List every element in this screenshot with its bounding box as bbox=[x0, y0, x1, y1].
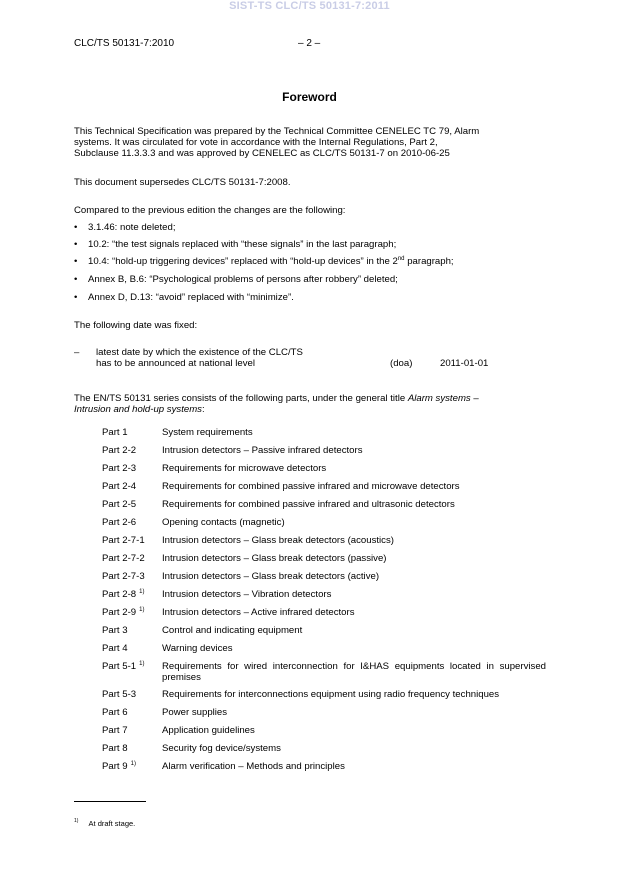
part-number-text: Part 5-3 bbox=[102, 689, 137, 700]
ordinal-superscript: nd bbox=[397, 255, 405, 262]
part-title: Intrusion detectors – Glass break detectors (active) bbox=[162, 571, 380, 582]
page-title: Foreword bbox=[282, 90, 337, 104]
part-number bbox=[102, 625, 128, 636]
series-colon: : bbox=[201, 404, 205, 415]
watermark: SIST-TS CLC/TS 50131-7:2011 bbox=[229, 0, 390, 12]
series-paragraph bbox=[74, 393, 546, 415]
date-line-2: has to be announced at national level bbox=[96, 358, 255, 369]
part-title: Requirements for wired interconnection for I&HAS equipments located in supervised premises bbox=[162, 661, 546, 683]
bullet-icon: • bbox=[74, 274, 78, 285]
part-number bbox=[102, 743, 128, 754]
part-number-text: Part 2-7-3 bbox=[102, 571, 145, 582]
change-text: 10.2: “the test signals replaced with “these signals” in the last paragraph; bbox=[88, 239, 397, 250]
part-title: Alarm verification – Methods and principles bbox=[162, 761, 345, 772]
part-number-text: Part 7 bbox=[102, 725, 128, 736]
part-title: Control and indicating equipment bbox=[162, 625, 303, 636]
part-number bbox=[102, 661, 144, 672]
part-title: Opening contacts (magnetic) bbox=[162, 517, 285, 528]
part-number bbox=[102, 517, 136, 528]
part-number-text: Part 1 bbox=[102, 427, 128, 438]
part-number bbox=[102, 643, 128, 654]
change-text: Annex D, D.13: “avoid” replaced with “minimize”. bbox=[88, 292, 294, 303]
header-doc-id: CLC/TS 50131-7:2010 bbox=[74, 38, 175, 49]
part-number bbox=[102, 499, 136, 510]
bullet-icon: • bbox=[74, 256, 78, 267]
part-title: Application guidelines bbox=[162, 725, 255, 736]
footnote-reference: 1) bbox=[139, 660, 145, 667]
part-number-text: Part 2-8 bbox=[102, 589, 137, 600]
part-number bbox=[102, 707, 128, 718]
intro-line-3: Subclause 11.3.3.3 and was approved by CENELEC as CLC/TS 50131-7 on 2010-06-25 bbox=[74, 148, 450, 159]
series-title-part1: Alarm systems – bbox=[407, 393, 479, 404]
part-title: Intrusion detectors – Active infrared detectors bbox=[162, 607, 355, 618]
part-number-text: Part 2-7-2 bbox=[102, 553, 145, 564]
part-title: Security fog device/systems bbox=[162, 743, 281, 754]
part-title: Requirements for interconnections equipment using radio frequency techniques bbox=[162, 689, 500, 700]
intro-paragraph bbox=[74, 126, 546, 159]
footnote-mark: 1) bbox=[74, 818, 79, 824]
dash-glyph: – bbox=[74, 347, 80, 358]
part-number bbox=[102, 481, 136, 492]
bullet-icon: • bbox=[74, 239, 78, 250]
footnote-reference: 1) bbox=[139, 606, 145, 613]
part-number-text: Part 2-2 bbox=[102, 445, 137, 456]
part-title: Intrusion detectors – Glass break detectors (passive) bbox=[162, 553, 387, 564]
footnote bbox=[74, 818, 135, 828]
part-number bbox=[102, 445, 136, 456]
part-number-text: Part 2-3 bbox=[102, 463, 137, 474]
bullet-icon: • bbox=[74, 292, 78, 303]
part-number-text: Part 9 bbox=[102, 761, 128, 772]
date-value: 2011-01-01 bbox=[440, 358, 489, 369]
supersedes-paragraph: This document supersedes CLC/TS 50131-7:2008. bbox=[74, 177, 291, 188]
change-text bbox=[88, 256, 454, 267]
header-page-number: – 2 – bbox=[298, 38, 321, 49]
part-number-text: Part 2-9 bbox=[102, 607, 137, 618]
part-number bbox=[102, 589, 144, 600]
changes-intro: Compared to the previous edition the changes are the following: bbox=[74, 205, 346, 216]
part-number-text: Part 8 bbox=[102, 743, 128, 754]
bullet-icon: • bbox=[74, 222, 78, 233]
part-title: Intrusion detectors – Vibration detectors bbox=[162, 589, 332, 600]
footnote-text: At draft stage. bbox=[88, 818, 136, 828]
part-title: Intrusion detectors – Glass break detectors (acoustics) bbox=[162, 535, 394, 546]
date-intro: The following date was fixed: bbox=[74, 320, 198, 331]
part-number-text: Part 5-1 bbox=[102, 661, 137, 672]
intro-line-1: This Technical Specification was prepared by the Technical Committee CENELEC TC 79, Alarm bbox=[74, 126, 480, 137]
change-text: Annex B, B.6: “Psychological problems of persons after robbery” deleted; bbox=[88, 274, 398, 285]
part-number bbox=[102, 607, 144, 618]
part-title: System requirements bbox=[162, 427, 253, 438]
part-number bbox=[102, 761, 136, 772]
footnote-rule bbox=[74, 801, 146, 802]
part-number-text: Part 2-5 bbox=[102, 499, 137, 510]
change-text-pre: 10.4: “hold-up triggering devices” replaced with “hold-up devices” in the 2 bbox=[88, 256, 398, 267]
intro-line-2: systems. It was circulated for vote in accordance with the Internal Regulations, Part 2, bbox=[74, 137, 438, 148]
part-number bbox=[102, 571, 145, 582]
part-number bbox=[102, 553, 145, 564]
change-text: 3.1.46: note deleted; bbox=[88, 222, 176, 233]
part-number-text: Part 6 bbox=[102, 707, 128, 718]
part-title: Intrusion detectors – Passive infrared detectors bbox=[162, 445, 363, 456]
part-number bbox=[102, 427, 128, 438]
footnote-reference: 1) bbox=[139, 588, 145, 595]
part-title: Requirements for microwave detectors bbox=[162, 463, 327, 474]
part-number bbox=[102, 689, 136, 700]
part-number-text: Part 3 bbox=[102, 625, 128, 636]
part-title: Requirements for combined passive infrared and ultrasonic detectors bbox=[162, 499, 455, 510]
series-text: The EN/TS 50131 series consists of the following parts, under the general title bbox=[74, 393, 408, 404]
part-number-text: Part 2-7-1 bbox=[102, 535, 145, 546]
series-title-part2: Intrusion and hold-up systems bbox=[74, 404, 202, 415]
footnote-reference: 1) bbox=[130, 760, 136, 767]
change-text-post: paragraph; bbox=[404, 256, 454, 267]
part-title: Warning devices bbox=[162, 643, 233, 654]
date-code: (doa) bbox=[390, 358, 413, 369]
part-number bbox=[102, 463, 136, 474]
part-number bbox=[102, 725, 128, 736]
part-title: Power supplies bbox=[162, 707, 228, 718]
part-title: Requirements for combined passive infrared and microwave detectors bbox=[162, 481, 460, 492]
part-number-text: Part 4 bbox=[102, 643, 128, 654]
part-number bbox=[102, 535, 145, 546]
date-line-1: latest date by which the existence of the CLC/TS bbox=[96, 347, 303, 358]
part-number-text: Part 2-6 bbox=[102, 517, 137, 528]
part-number-text: Part 2-4 bbox=[102, 481, 137, 492]
